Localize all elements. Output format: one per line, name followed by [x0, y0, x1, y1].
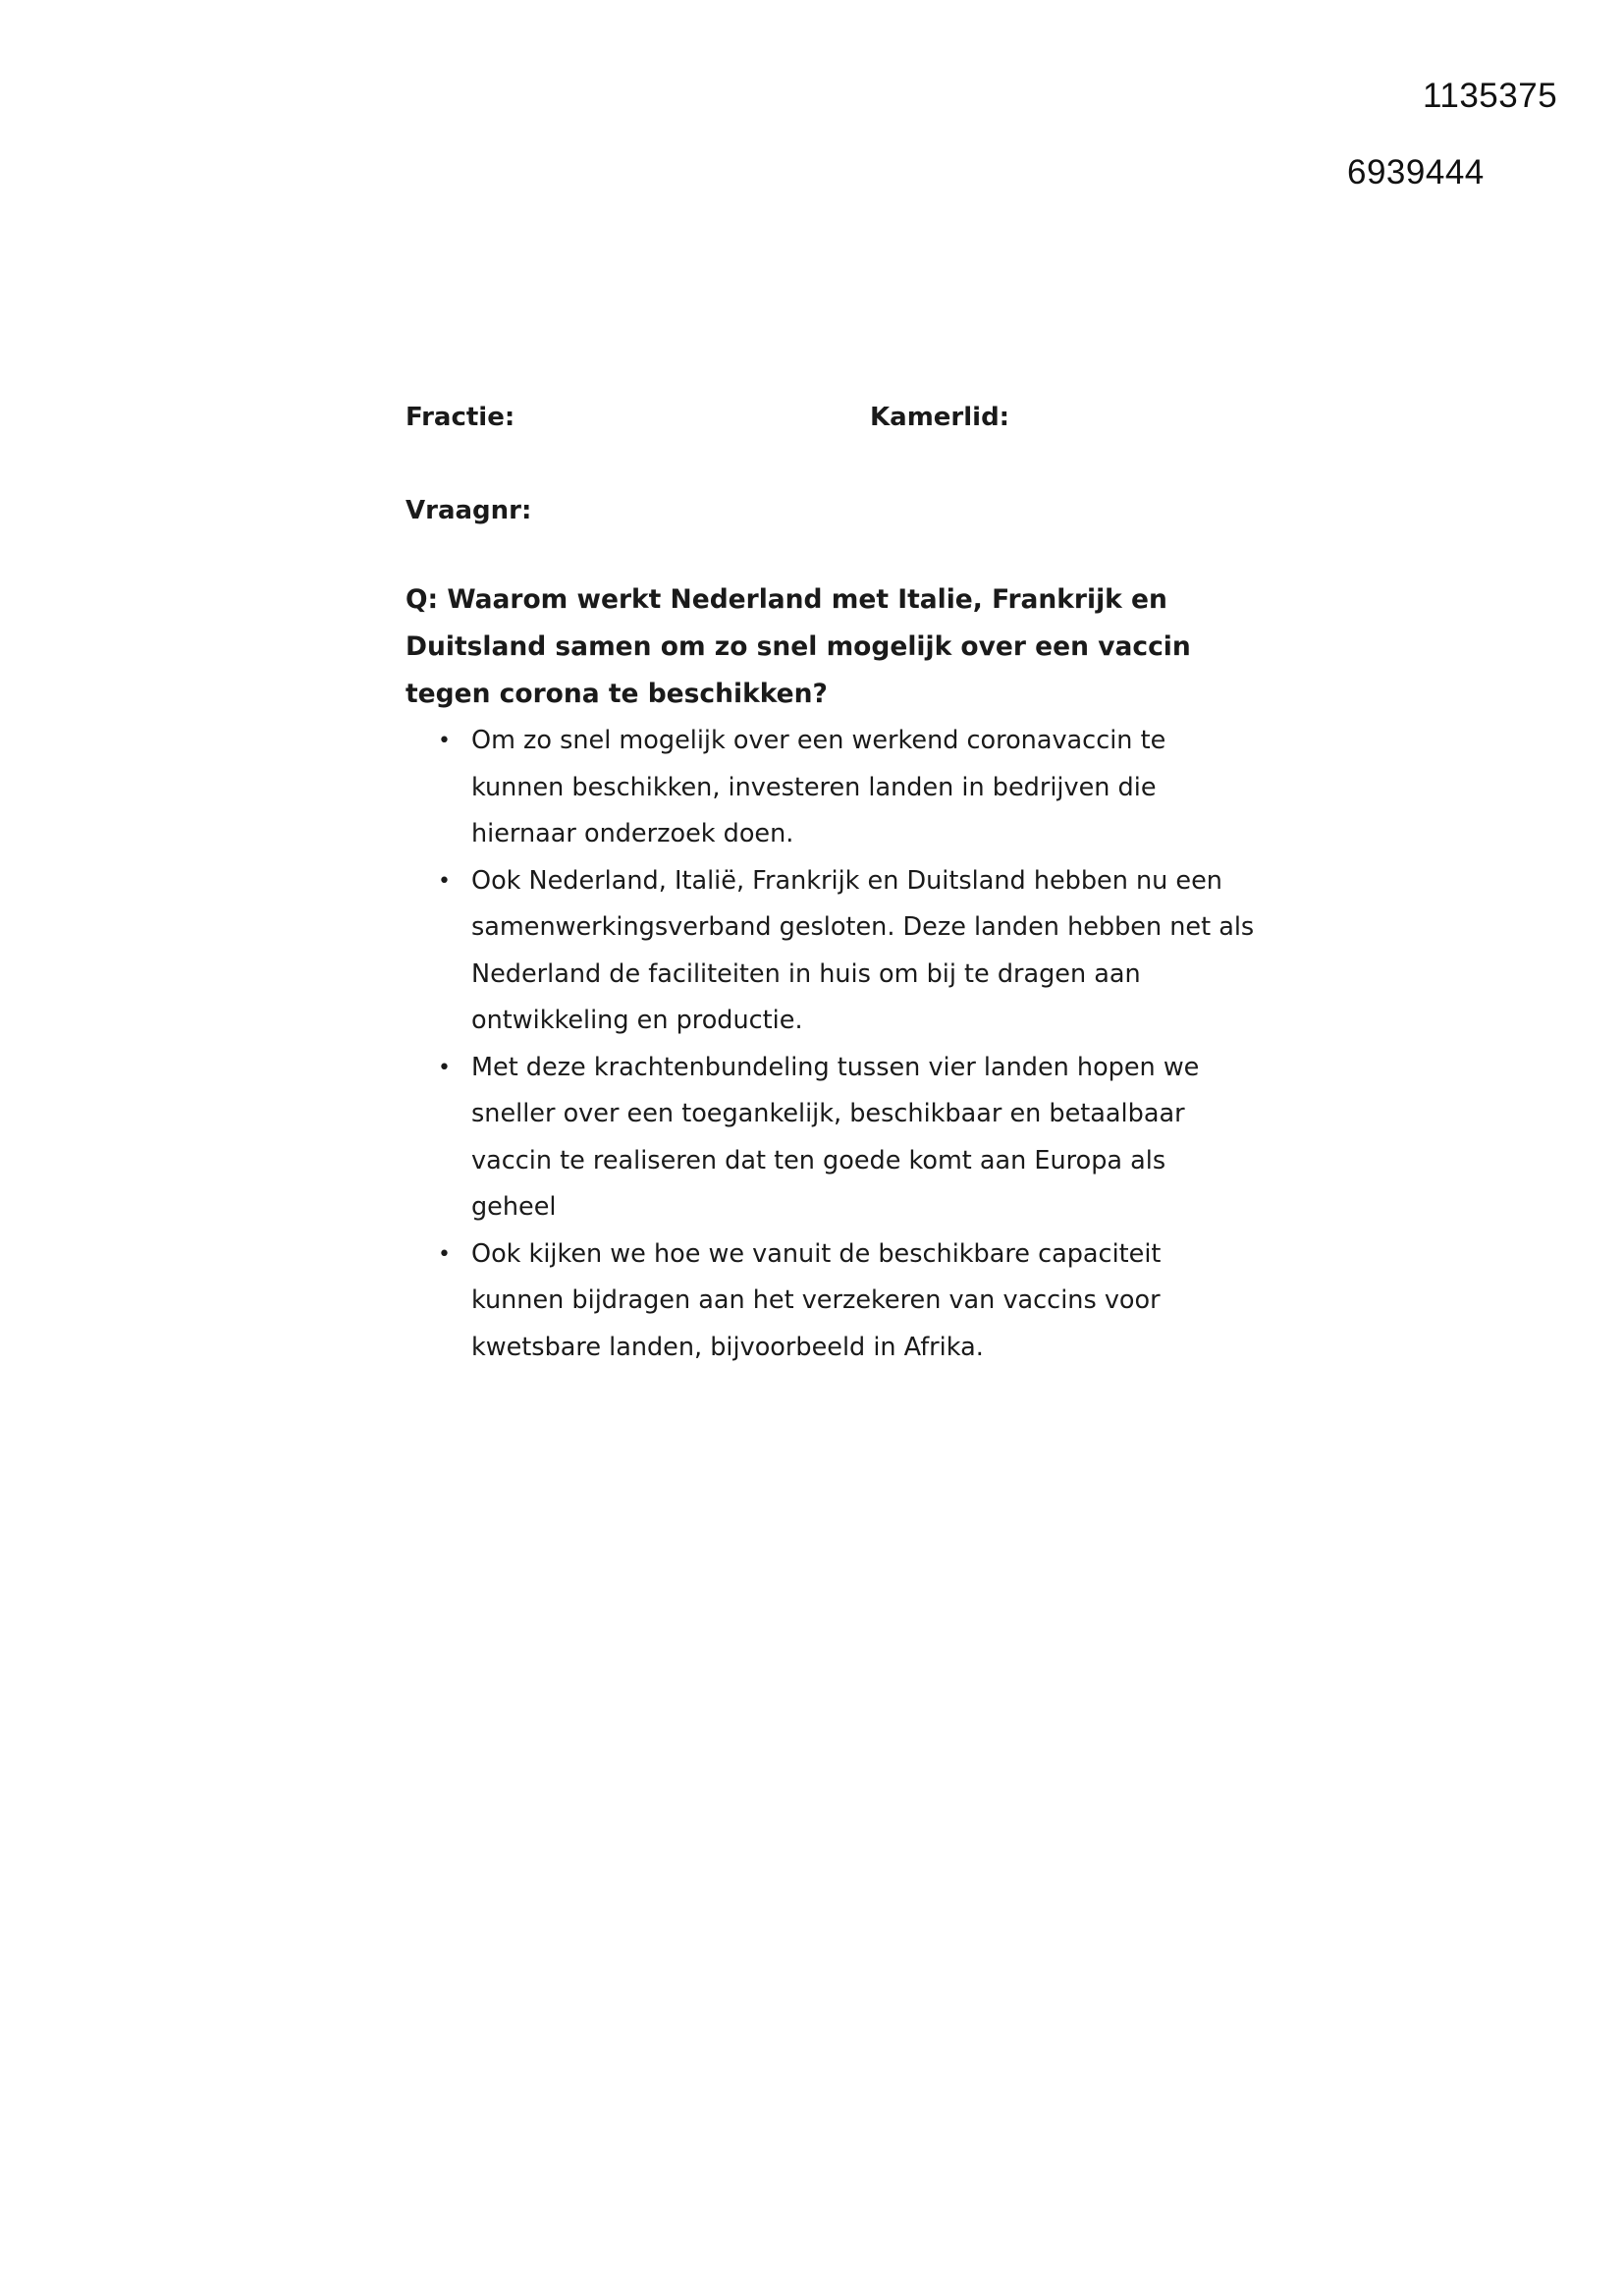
answer-text: Met deze krachtenbundeling tussen vier landen hopen we sneller over een toegankelijk, beschikbaar en betaalbaar vaccin te realiseren dat ten goede komt aan Europa als geheel: [471, 1052, 1200, 1222]
answer-text: Om zo snel mogelijk over een werkend coronavaccin te kunnen beschikken, investeren landen in bedrijven die hiernaar onderzoek doen.: [471, 726, 1166, 848]
kamerlid-label: Kamerlid:: [870, 403, 1010, 432]
fractie-label: Fractie:: [406, 403, 515, 432]
answer-item: [438, 858, 1257, 1045]
document-body: [406, 403, 1255, 1371]
metadata-row: [406, 403, 1250, 442]
answer-item: [438, 718, 1257, 858]
answer-item: [438, 1231, 1257, 1372]
vraagnr-label: Vraagnr:: [406, 496, 532, 525]
bullet-icon: •: [438, 1055, 451, 1080]
document-reference-number: 1135375: [1423, 77, 1558, 115]
bullet-icon: •: [438, 729, 451, 753]
answer-text: Ook kijken we hoe we vanuit de beschikbare capaciteit kunnen bijdragen aan het verzekeren van vaccins voor kwetsbare landen, bijvoorbeeld in Afrika.: [471, 1238, 1162, 1362]
document-id-number: 6939444: [1347, 153, 1485, 191]
bullet-icon: •: [438, 1241, 451, 1267]
question-heading: Q: Waarom werkt Nederland met Italie, Frankrijk en Duitsland samen om zo snel mogelijk over een vaccin tegen corona te beschikken?: [406, 584, 1191, 709]
answer-list: [406, 718, 1257, 1371]
bullet-icon: •: [438, 868, 451, 894]
answer-item: [438, 1045, 1257, 1231]
answer-text: Ook Nederland, Italië, Frankrijk en Duitsland hebben nu een samenwerkingsverband gesloten. Deze landen hebben net als Nederland de faciliteiten in huis om bij te dragen aan ontwikkeling en productie.: [471, 865, 1255, 1035]
